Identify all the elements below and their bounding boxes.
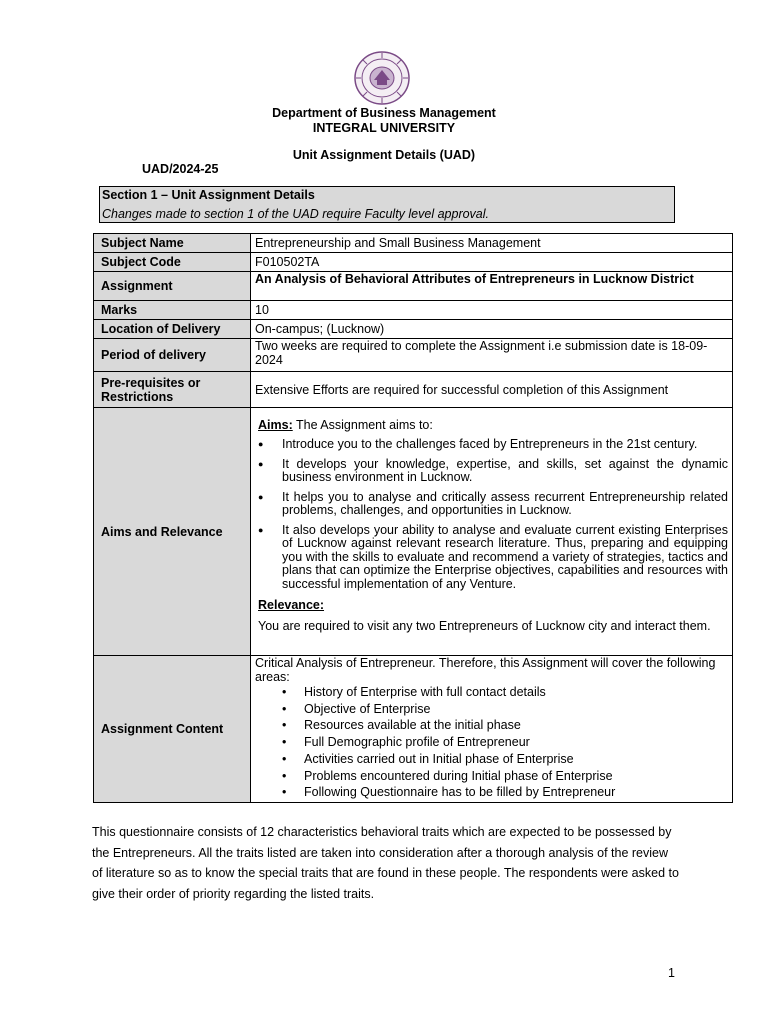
subject-name-value: Entrepreneurship and Small Business Management	[251, 234, 733, 253]
list-item: ● It develops your knowledge, expertise, and skills, set against the dynamic business environment in Lucknow.	[258, 458, 728, 485]
department-title: Department of Business Management	[272, 106, 496, 120]
table-row	[94, 253, 733, 272]
document-title: Unit Assignment Details (UAD)	[292, 148, 476, 162]
row-label: Pre-requisites or Restrictions	[94, 372, 251, 408]
aims-intro: The Assignment aims to:	[292, 418, 433, 432]
row-label: Location of Delivery	[94, 320, 251, 339]
table-row	[94, 272, 733, 301]
aims-cell	[251, 408, 733, 656]
content-list	[255, 684, 728, 801]
relevance-text: You are required to visit any two Entrepreneurs of Lucknow city and interact them.	[258, 619, 711, 633]
list-item: • Objective of Enterprise	[255, 701, 728, 718]
table-row	[94, 339, 733, 372]
questionnaire-paragraph: This questionnaire consists of 12 characteristics behavioral traits which are expected to be possessed by the Entrepreneurs. All the traits listed are taken into consideration after a thorough analysis of the review of literature so as to know the special traits that are found in these people. The respondents were asked to give their order of priority regarding the listed traits.	[92, 825, 679, 901]
list-item: • Problems encountered during Initial phase of Enterprise	[255, 768, 728, 785]
content-intro: Critical Analysis of Entrepreneur. Therefore, this Assignment will cover the following areas:	[255, 656, 716, 684]
list-item: ● It also develops your ability to analyse and evaluate current existing Enterprises of Lucknow against relevant research literature. Thus, preparing and equipping you with the skills to evaluate and recommend a variety of strategies, tactics and plans that can optimize the Enterprise objectives, capabilities and resources with successful implementation of any Venture.	[258, 524, 728, 592]
row-label: Subject Code	[94, 253, 251, 272]
list-item: ● It helps you to analyse and critically assess recurrent Entrepreneurship related problems, challenges, and opportunities in Lucknow.	[258, 491, 728, 518]
uad-code: UAD/2024-25	[142, 162, 219, 176]
relevance-heading: Relevance:	[258, 598, 325, 612]
list-item: ● Introduce you to the challenges faced by Entrepreneurs in the 21st century.	[258, 438, 728, 452]
row-label: Subject Name	[94, 234, 251, 253]
list-item: • Following Questionnaire has to be filled by Entrepreneur	[255, 784, 728, 801]
prereq-value: Extensive Efforts are required for successful completion of this Assignment	[251, 372, 733, 408]
list-item: • Full Demographic profile of Entrepreneur	[255, 734, 728, 751]
table-row	[94, 320, 733, 339]
section1-box	[99, 186, 675, 223]
assignment-value: An Analysis of Behavioral Attributes of Entrepreneurs in Lucknow District	[251, 272, 733, 301]
aims-list	[258, 438, 728, 591]
section1-note: Changes made to section 1 of the UAD require Faculty level approval.	[102, 207, 490, 221]
row-label: Assignment Content	[94, 656, 251, 803]
aims-heading: Aims:	[258, 418, 293, 432]
row-label: Aims and Relevance	[94, 408, 251, 656]
table-row	[94, 656, 733, 803]
table-row	[94, 408, 733, 656]
row-label: Marks	[94, 301, 251, 320]
marks-value: 10	[251, 301, 733, 320]
row-label: Assignment	[94, 272, 251, 301]
table-row	[94, 372, 733, 408]
list-item: • Activities carried out in Initial phase of Enterprise	[255, 751, 728, 768]
list-item: • History of Enterprise with full contact details	[255, 684, 728, 701]
row-label: Period of delivery	[94, 339, 251, 372]
table-row	[94, 234, 733, 253]
university-title: INTEGRAL UNIVERSITY	[312, 121, 456, 135]
table-row	[94, 301, 733, 320]
period-value: Two weeks are required to complete the Assignment i.e submission date is 18-09-2024	[251, 339, 733, 372]
section1-title: Section 1 – Unit Assignment Details	[102, 188, 315, 202]
subject-code-value: F010502TA	[251, 253, 733, 272]
assignment-details-table	[93, 233, 733, 803]
page-number: 1	[668, 966, 675, 980]
location-value: On-campus; (Lucknow)	[251, 320, 733, 339]
university-seal-icon	[353, 50, 411, 106]
list-item: • Resources available at the initial phase	[255, 717, 728, 734]
content-cell	[251, 656, 733, 803]
